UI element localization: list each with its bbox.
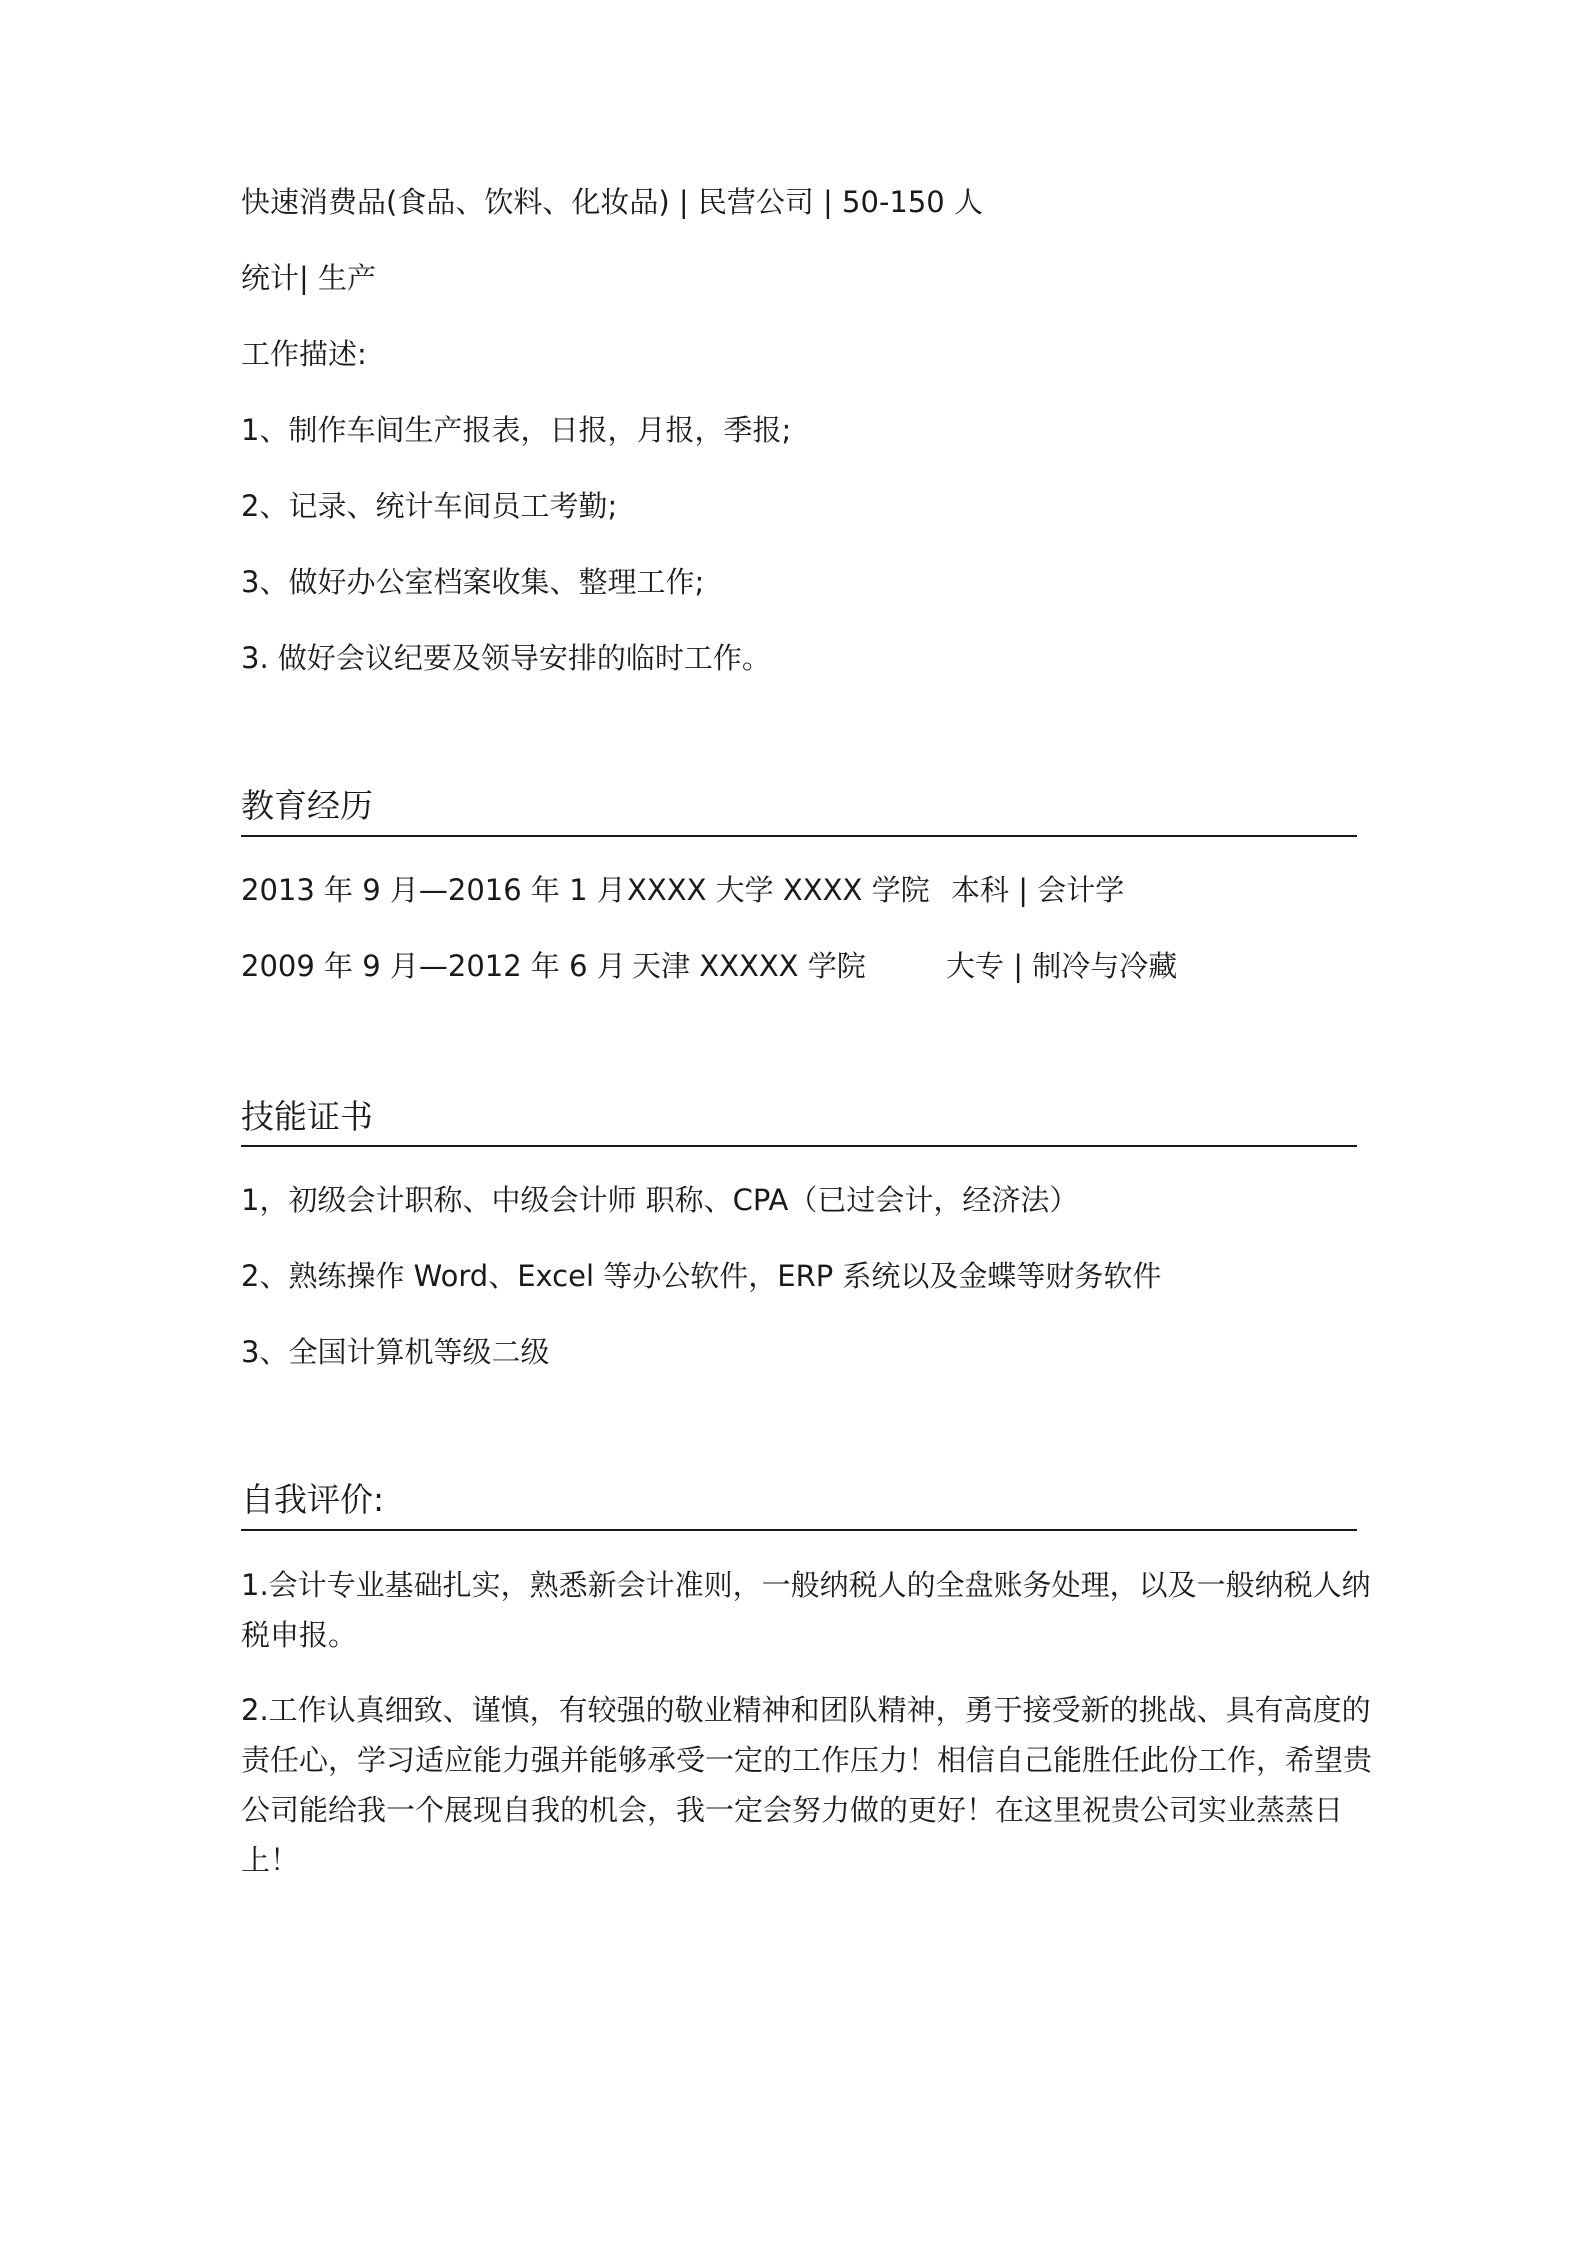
job-duty-item: 1、制作车间生产报表，日报，月报，季报; (241, 413, 792, 447)
company-info: 快速消费品(食品、饮料、化妆品) | 民营公司 | 50-150 人 (241, 185, 983, 219)
skills-section-title: 技能证书 (241, 1097, 373, 1136)
self-evaluation-paragraph: 2.工作认真细致、谨慎，有较强的敬业精神和团队精神，勇于接受新的挑战、具有高度的责任心，学习适应能力强并能够承受一定的工作压力！相信自己能胜任此份工作，希望贵公司能给我一个展现自我的机会，我一定会努力做的更好！在这里祝贵公司实业蒸蒸日上！ (241, 1693, 1373, 1877)
education-degree: 本科 | 会计学 (951, 873, 1125, 907)
education-school: 天津 XXXXX 学院 (632, 949, 866, 983)
section-divider (241, 835, 1357, 837)
section-divider (241, 1529, 1357, 1531)
self-evaluation-paragraph: 1.会计专业基础扎实，熟悉新会计准则，一般纳税人的全盘账务处理，以及一般纳税人纳税申报。 (241, 1568, 1371, 1652)
job-duty-item: 3. 做好会议纪要及领导安排的临时工作。 (241, 641, 771, 675)
skill-item: 3、全国计算机等级二级 (241, 1335, 550, 1369)
education-school: XXXX 大学 XXXX 学院 (627, 873, 930, 907)
skill-item: 2、熟练操作 Word、Excel 等办公软件，ERP 系统以及金蝶等财务软件 (241, 1259, 1162, 1293)
education-period: 2009 年 9 月—2012 年 6 月 (241, 949, 626, 983)
skill-item: 1，初级会计职称、中级会计师 职称、CPA（已过会计，经济法） (241, 1183, 1079, 1217)
resume-page (241, 0, 1373, 2245)
education-period: 2013 年 9 月—2016 年 1 月 (241, 873, 626, 907)
self-evaluation-section-title: 自我评价: (241, 1480, 385, 1519)
education-degree: 大专 | 制冷与冷藏 (946, 949, 1178, 983)
job-duty-item: 3、做好办公室档案收集、整理工作; (241, 565, 705, 599)
section-divider (241, 1145, 1357, 1147)
position-info: 统计| 生产 (241, 261, 376, 295)
job-description-title: 工作描述: (241, 337, 367, 371)
job-duty-item: 2、记录、统计车间员工考勤; (241, 489, 618, 523)
education-section-title: 教育经历 (241, 786, 373, 825)
